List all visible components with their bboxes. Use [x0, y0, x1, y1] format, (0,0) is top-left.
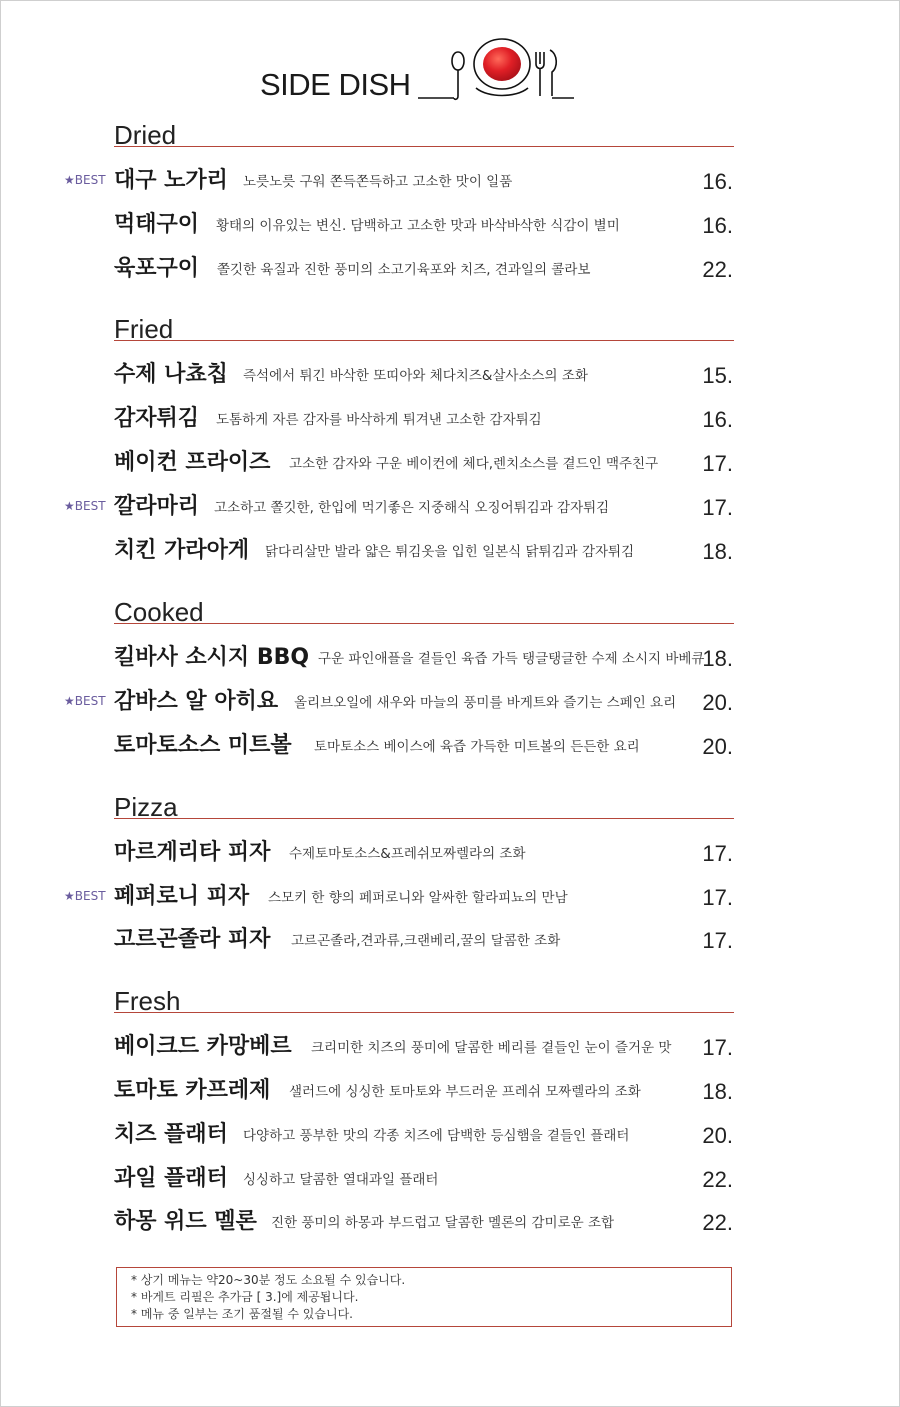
menu-item-price: 22.	[702, 257, 733, 282]
section-cooked	[0, 599, 900, 629]
menu-item-description: 올리브오일에 새우와 마늘의 풍미를 바게트와 즐기는 스페인 요리	[294, 695, 677, 711]
menu-item-description: 고소한 감자와 구운 베이컨에 체다,렌치소스를 곁드인 맥주친구	[289, 456, 659, 472]
menu-item	[0, 643, 900, 673]
menu-item-price: 20.	[702, 1123, 733, 1148]
menu-item	[0, 882, 900, 912]
menu-item-name: 고르곤졸라 피자	[114, 927, 271, 952]
menu-item-description: 토마토소스 베이스에 육즙 가득한 미트볼의 든든한 요리	[314, 739, 640, 755]
section-dried	[0, 122, 900, 152]
menu-item-price: 16.	[702, 169, 733, 194]
menu-item-description: 구운 파인애플을 곁들인 육즙 가득 탱글탱글한 수제 소시지 바베큐	[318, 651, 705, 667]
menu-item-description: 다양하고 풍부한 맛의 각종 치즈에 담백한 등심햄을 곁들인 플래터	[243, 1128, 630, 1144]
section-pizza	[0, 794, 900, 824]
menu-item-description: 황태의 이유있는 변신. 담백하고 고소한 맛과 바삭바삭한 식감이 별미	[216, 218, 620, 234]
menu-item-name: 페퍼로니 피자	[114, 884, 250, 909]
menu-item-price: 20.	[702, 734, 733, 759]
menu-item-price: 17.	[702, 885, 733, 910]
menu-item-price: 18.	[702, 646, 733, 671]
menu-item-description: 노릇노릇 구워 쫀득쫀득하고 고소한 맛이 일품	[243, 174, 513, 190]
menu-item-name: 킬바사 소시지 BBQ	[114, 645, 310, 670]
menu-item-price: 18.	[702, 539, 733, 564]
menu-item-name: 토마토소스 미트볼	[114, 733, 292, 758]
menu-item	[0, 1164, 900, 1194]
section-title: Dried	[114, 120, 177, 150]
menu-item	[0, 254, 900, 284]
section-divider	[114, 818, 734, 819]
menu-item	[0, 731, 900, 761]
menu-item-name: 깔라마리	[114, 494, 200, 519]
notice-line: * 바게트 리필은 추가금 [ 3.]에 제공됩니다.	[131, 1290, 359, 1304]
menu-item-name: 하몽 위드 멜론	[114, 1209, 257, 1234]
menu-item-name: 베이크드 카망베르	[114, 1034, 292, 1059]
menu-item	[0, 1032, 900, 1062]
menu-item	[0, 166, 900, 196]
menu-item-description: 도톰하게 자른 감자를 바삭하게 튀겨낸 고소한 감자튀김	[216, 412, 542, 428]
best-badge: ★BEST	[64, 499, 106, 513]
menu-item-price: 17.	[702, 928, 733, 953]
best-badge: ★BEST	[64, 173, 106, 187]
menu-item-name: 먹태구이	[114, 212, 200, 237]
section-divider	[114, 146, 734, 147]
notice-line: * 메뉴 중 일부는 조기 품절될 수 있습니다.	[131, 1307, 353, 1321]
section-title: Cooked	[114, 597, 204, 627]
section-title: Fried	[114, 314, 174, 344]
menu-item	[0, 448, 900, 478]
menu-item-name: 베이컨 프라이즈	[114, 450, 271, 475]
menu-item-name: 토마토 카프레제	[114, 1078, 271, 1103]
section-divider	[114, 623, 734, 624]
menu-item-price: 20.	[702, 690, 733, 715]
menu-item	[0, 925, 900, 955]
menu-item-description: 수제토마토소스&프레쉬모짜렐라의 조화	[289, 846, 526, 862]
menu-item-name: 치즈 플래터	[114, 1122, 228, 1147]
menu-item	[0, 687, 900, 717]
menu-item	[0, 210, 900, 240]
menu-item-price: 16.	[702, 213, 733, 238]
menu-item-price: 17.	[702, 1035, 733, 1060]
menu-item-name: 마르게리타 피자	[114, 840, 271, 865]
menu-item-price: 22.	[702, 1210, 733, 1235]
best-badge: ★BEST	[64, 889, 106, 903]
menu-item-description: 고소하고 쫄깃한, 한입에 먹기좋은 지중해식 오징어튀김과 감자튀김	[214, 500, 610, 516]
menu-item	[0, 1207, 900, 1237]
menu-item	[0, 492, 900, 522]
menu-item-price: 17.	[702, 841, 733, 866]
menu-item-price: 17.	[702, 451, 733, 476]
menu-item-description: 쫄깃한 육질과 진한 풍미의 소고기육포와 치즈, 견과일의 콜라보	[217, 262, 591, 278]
menu-item-name: 치킨 가라아게	[114, 538, 250, 563]
page-title: SIDE DISH	[260, 67, 411, 102]
menu-item-description: 스모키 한 향의 페퍼로니와 알싸한 할라피뇨의 만남	[268, 890, 568, 906]
section-divider	[114, 340, 734, 341]
menu-item-description: 고르곤졸라,견과류,크랜베리,꿀의 달콤한 조화	[291, 933, 561, 949]
menu-item-name: 감바스 알 아히요	[114, 689, 279, 714]
menu-item-name: 감자튀김	[114, 406, 200, 431]
menu-item-description: 즉석에서 튀긴 바삭한 또띠아와 체다치즈&살사소스의 조화	[243, 368, 588, 384]
menu-item-price: 17.	[702, 495, 733, 520]
menu-item-description: 샐러드에 싱싱한 토마토와 부드러운 프레쉬 모짜렐라의 조화	[289, 1084, 641, 1100]
menu-item-name: 수제 나쵸칩	[114, 362, 228, 387]
menu-item-price: 18.	[702, 1079, 733, 1104]
menu-item-name: 육포구이	[114, 256, 200, 281]
menu-item	[0, 404, 900, 434]
menu-item	[0, 1120, 900, 1150]
best-badge: ★BEST	[64, 694, 106, 708]
section-title: Pizza	[114, 792, 178, 822]
menu-item-price: 16.	[702, 407, 733, 432]
menu-item	[0, 536, 900, 566]
menu-header	[258, 38, 578, 104]
menu-item-name: 과일 플래터	[114, 1166, 228, 1191]
section-title: Fresh	[114, 986, 181, 1016]
section-fresh	[0, 988, 900, 1018]
section-fried	[0, 316, 900, 346]
menu-item-description: 진한 풍미의 하몽과 부드럽고 달콤한 멜론의 감미로운 조합	[271, 1215, 615, 1231]
menu-item-price: 22.	[702, 1167, 733, 1192]
menu-item-price: 15.	[702, 363, 733, 388]
menu-item	[0, 1076, 900, 1106]
menu-item	[0, 360, 900, 390]
menu-item	[0, 838, 900, 868]
notice-line: * 상기 메뉴는 약20~30분 정도 소요될 수 있습니다.	[131, 1273, 406, 1287]
menu-item-description: 싱싱하고 달콤한 열대과일 플래터	[243, 1172, 439, 1188]
section-divider	[114, 1012, 734, 1013]
notice-box	[116, 1267, 732, 1327]
menu-item-description: 크리미한 치즈의 풍미에 달콤한 베리를 곁들인 눈이 즐거운 맛	[311, 1040, 672, 1056]
menu-item-name: 대구 노가리	[114, 168, 228, 193]
menu-item-description: 닭다리살만 발라 얇은 튀김옷을 입힌 일본식 닭튀김과 감자튀김	[265, 544, 635, 560]
